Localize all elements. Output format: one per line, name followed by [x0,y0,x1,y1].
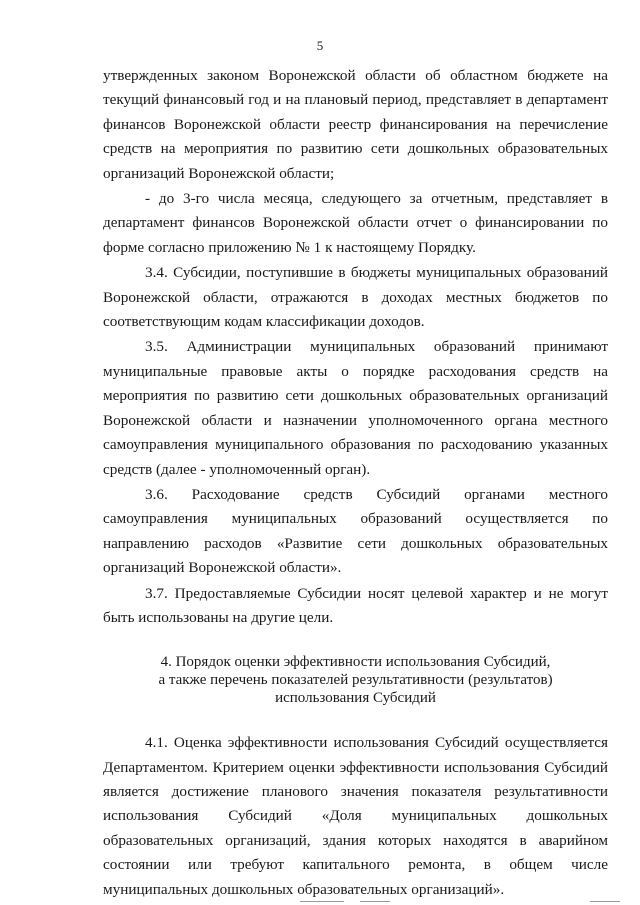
section-4-heading-line-2: а также перечень показателей результативности (результатов) [158,671,553,688]
document-body [103,64,608,902]
section-4-heading-line-3: использования Субсидий [275,689,436,706]
section-4-heading-line-1: 4. Порядок оценки эффективности использования Субсидий, [160,654,551,671]
paragraph-3-7: 3.7. Предоставляемые Субсидии носят целевой характер и не могут быть использованы на другие цели. [103,584,608,626]
scan-artifact-line [360,901,390,902]
paragraph-3-4: 3.4. Субсидии, поступившие в бюджеты муниципальных образований Воронежской области, отражаются в доходах местных бюджетов по соответствующим кодам классификации доходов. [103,264,608,331]
scan-artifact-line [590,901,620,902]
paragraph-continuation: утвержденных законом Воронежской области об областном бюджете на текущий финансовый год и на плановый период, представляет в департамент финансов Воронежской области реестр финансирования на перечисление средств на мероприятия по развитию сети дошкольных образовательных организаций Воронежской области; [103,67,608,182]
paragraph-3-5: 3.5. Администрации муниципальных образований принимают муниципальные правовые акты о порядке расходования средств на мероприятия по развитию сети дошкольных образовательных организаций Воронежской области и назначении уполномоченного органа местного самоуправления муниципального образования по расходованию указанных средств (далее - уполномоченный орган). [103,338,608,478]
paragraph-3-6: 3.6. Расходование средств Субсидий органами местного самоуправления муниципальных образований осуществляется по направлению расходов «Развитие сети дошкольных образовательных организаций Воронежской области». [103,485,608,577]
page-number: 5 [316,38,324,53]
section-4-heading [103,654,608,707]
paragraph-report-deadline: - до 3-го числа месяца, следующего за отчетным, представляет в департамент финансов Воронежской области отчет о финансировании по форме согласно приложению № 1 к настоящему Порядку. [103,190,608,256]
paragraph-4-1: 4.1. Оценка эффективности использования Субсидий осуществляется Департаментом. Критерием оценки эффективности использования Субсидий является достижение планового значения показателя результативности использования Субсидий «Доля муниципальных дошкольных образовательных организаций, здания которых находятся в аварийном состоянии или требуют капитального ремонта, в общем числе муниципальных дошкольных образовательных организаций». [103,734,608,898]
scan-artifact-line [300,901,344,902]
